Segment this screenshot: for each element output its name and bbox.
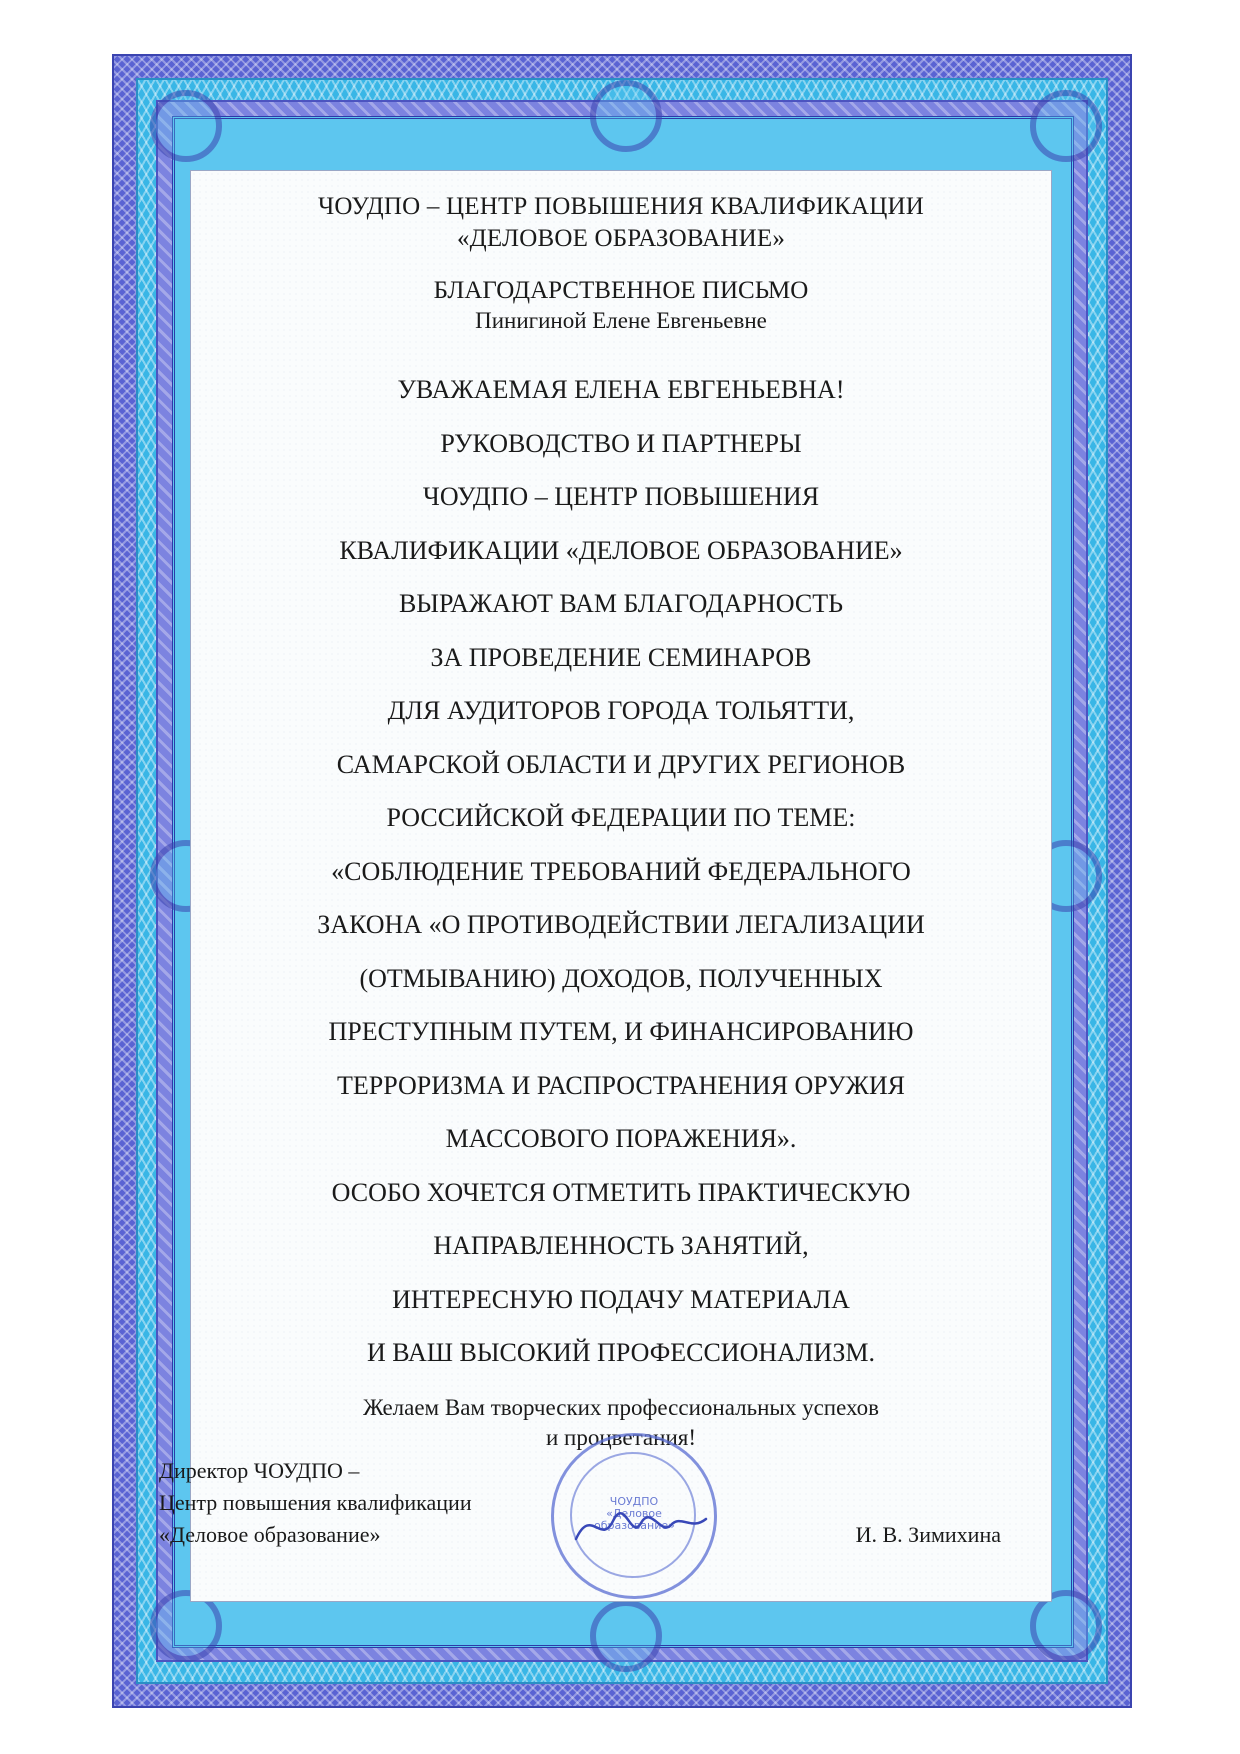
braid-knot-decoration xyxy=(1030,90,1102,162)
body-line: РОССИЙСКОЙ ФЕДЕРАЦИИ ПО ТЕМЕ: xyxy=(386,803,856,832)
body-line: ЗА ПРОВЕДЕНИЕ СЕМИНАРОВ xyxy=(430,642,812,672)
body-line: ИНТЕРЕСНУЮ ПОДАЧУ МАТЕРИАЛА xyxy=(392,1284,850,1314)
organization-header xyxy=(191,191,1051,255)
wish-line: и процветания! xyxy=(545,1425,696,1450)
braid-knot-decoration xyxy=(590,80,662,152)
wish-line: Желаем Вам творческих профессиональных успехов xyxy=(363,1395,879,1420)
body-line: НАПРАВЛЕННОСТЬ ЗАНЯТИЙ, xyxy=(433,1231,809,1260)
body-line: ОСОБО ХОЧЕТСЯ ОТМЕТИТЬ ПРАКТИЧЕСКУЮ xyxy=(331,1177,911,1207)
body-line: И ВАШ ВЫСОКИЙ ПРОФЕССИОНАЛИЗМ. xyxy=(367,1338,875,1367)
body-line: ДЛЯ АУДИТОРОВ ГОРОДА ТОЛЬЯТТИ, xyxy=(387,696,855,725)
body-line: ВЫРАЖАЮТ ВАМ БЛАГОДАРНОСТЬ xyxy=(398,589,844,618)
body-line: ЧОУДПО – ЦЕНТР ПОВЫШЕНИЯ xyxy=(422,482,820,511)
body-line: (ОТМЫВАНИЮ) ДОХОДОВ, ПОЛУЧЕННЫХ xyxy=(359,963,883,993)
body-line: ПРЕСТУПНЫМ ПУТЕМ, И ФИНАНСИРОВАНИЮ xyxy=(328,1017,914,1046)
body-line: ЗАКОНА «О ПРОТИВОДЕЙСТВИИ ЛЕГАЛИЗАЦИИ xyxy=(317,910,925,939)
braid-knot-decoration xyxy=(590,1600,662,1672)
signer-block xyxy=(159,1455,472,1551)
organization-name-line: «ДЕЛОВОЕ ОБРАЗОВАНИЕ» xyxy=(456,225,786,252)
body-line: «СОБЛЮДЕНИЕ ТРЕБОВАНИЙ ФЕДЕРАЛЬНОГО xyxy=(331,856,911,886)
letter-body xyxy=(191,363,1051,1380)
body-line: КВАЛИФИКАЦИИ «ДЕЛОВОЕ ОБРАЗОВАНИЕ» xyxy=(339,535,903,565)
body-line: УВАЖАЕМАЯ ЕЛЕНА ЕВГЕНЬЕВНА! xyxy=(397,375,845,404)
signer-position-line: Центр повышения квалификации xyxy=(159,1490,472,1515)
signer-name: И. В. Зимихина xyxy=(855,1522,1001,1547)
handwritten-signature xyxy=(571,1501,711,1551)
certificate-content xyxy=(159,170,1052,1602)
braid-knot-decoration xyxy=(150,90,222,162)
body-line: РУКОВОДСТВО И ПАРТНЕРЫ xyxy=(440,428,802,458)
organization-name-line: ЧОУДПО – ЦЕНТР ПОВЫШЕНИЯ КВАЛИФИКАЦИИ xyxy=(317,193,925,220)
addressee: Пинигиной Елене Евгеньевне xyxy=(475,308,767,333)
body-line: ТЕРРОРИЗМА И РАСПРОСТРАНЕНИЯ ОРУЖИЯ xyxy=(337,1070,905,1100)
body-line: САМАРСКОЙ ОБЛАСТИ И ДРУГИХ РЕГИОНОВ xyxy=(336,749,906,779)
signer-position-line: «Деловое образование» xyxy=(159,1522,381,1547)
signer-position-line: Директор ЧОУДПО – xyxy=(159,1458,360,1483)
body-line: МАССОВОГО ПОРАЖЕНИЯ». xyxy=(445,1124,797,1153)
stamp-text: ЧОУДПО «Деловое образование» xyxy=(594,1495,675,1532)
document-title: БЛАГОДАРСТВЕННОЕ ПИСЬМО xyxy=(433,277,809,304)
